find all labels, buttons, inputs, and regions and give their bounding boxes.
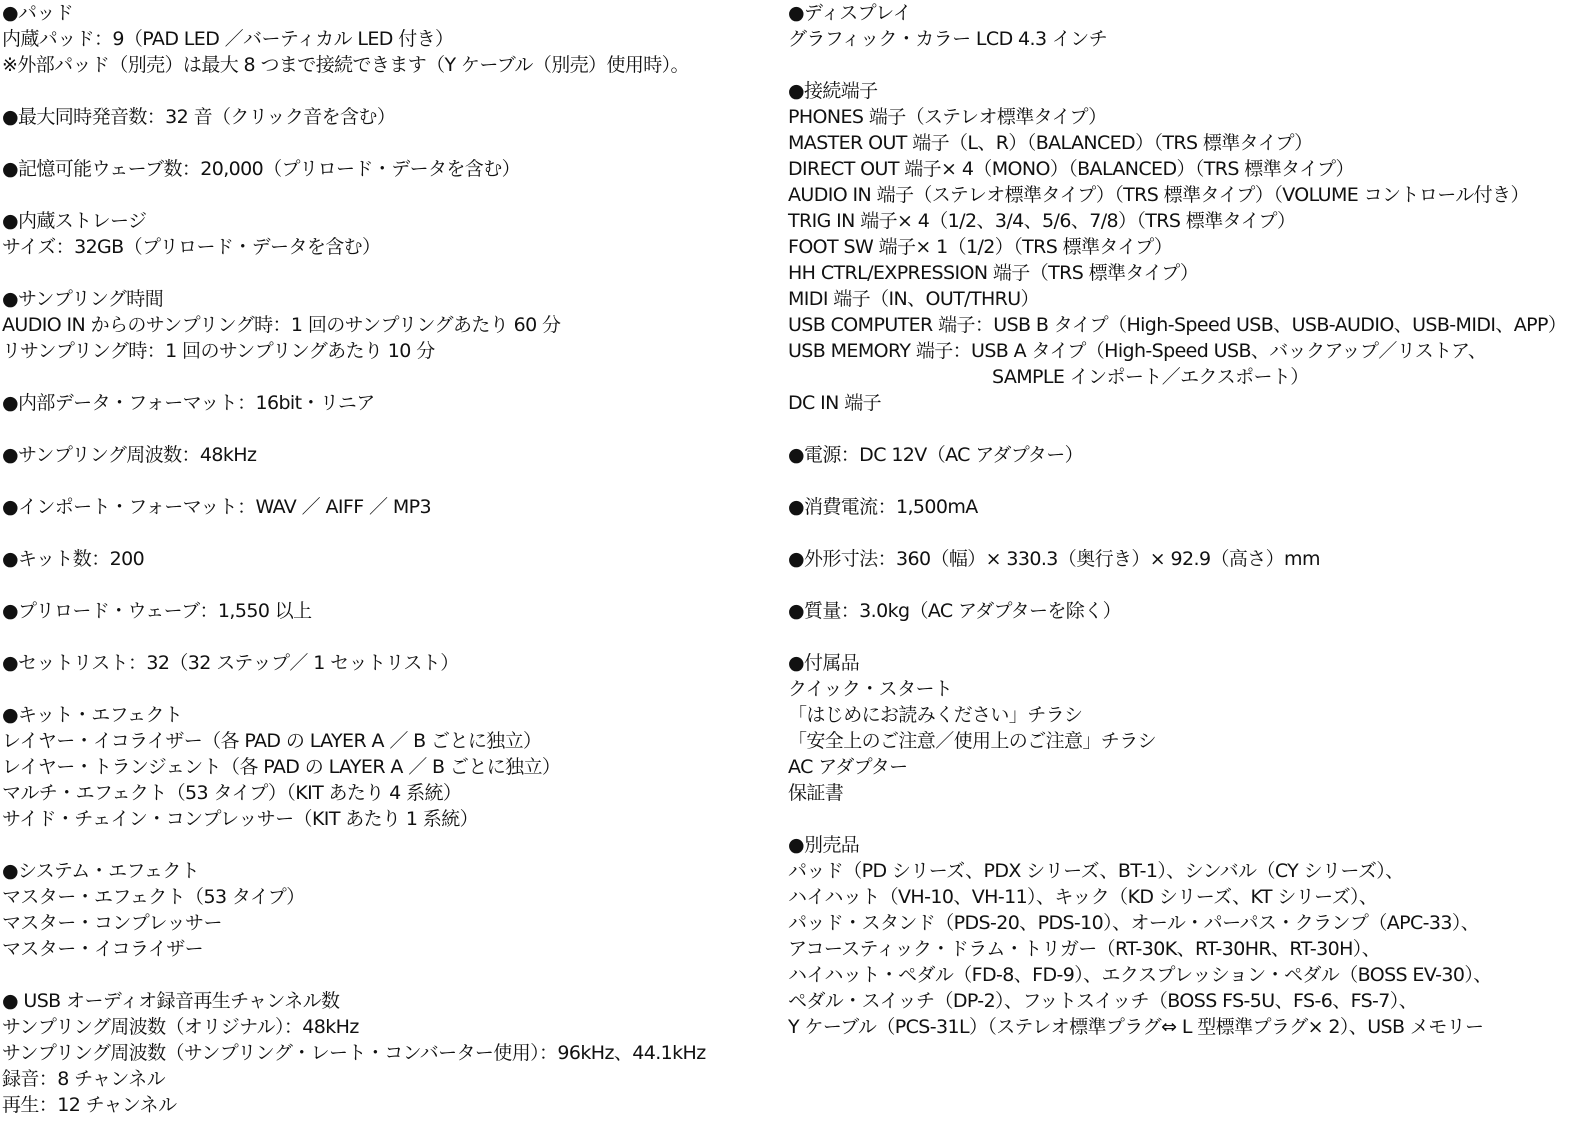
spec-line-external-pads: ※外部パッド（別売）は最大 8 つまで接続できます（Y ケーブル（別売）使用時）。 <box>2 54 689 76</box>
spacer <box>2 78 782 104</box>
spec-line-master-out: MASTER OUT 端子（L、R）（BALANCED）（TRS 標準タイプ） <box>788 132 1313 154</box>
spacer <box>2 624 782 650</box>
spec-line-layer-eq: レイヤー・イコライザー（各 PAD の LAYER A ／ B ごとに独立） <box>2 730 542 752</box>
spec-line-usb-memory: USB MEMORY 端子：USB A タイプ（High-Speed USB、バックアップ／リストア、 <box>788 340 1487 362</box>
spec-line-display: グラフィック・カラー LCD 4.3 インチ <box>788 28 1108 50</box>
spec-line-layer-transient: レイヤー・トランジェント（各 PAD の LAYER A ／ B ごとに独立） <box>2 756 561 778</box>
spacer <box>788 520 1568 546</box>
spec-line-usb-playback: 再生：12 チャンネル <box>2 1094 177 1116</box>
spec-line-option-pads: パッド（PD シリーズ、PDX シリーズ、BT-1）、シンバル（CY シリーズ）、 <box>788 860 1404 882</box>
spec-line-safety-leaflet: 「安全上のご注意／使用上のご注意」チラシ <box>788 730 1157 752</box>
spec-line-option-stand: パッド・スタンド（PDS-20、PDS-10）、オール・パーパス・クランプ（APC-33）、 <box>788 912 1480 934</box>
spacer <box>788 572 1568 598</box>
section-heading-usb-audio: ● USB オーディオ録音再生チャンネル数 <box>2 990 340 1012</box>
spec-line-audio-in: AUDIO IN 端子（ステレオ標準タイプ）（TRS 標準タイプ）（VOLUME コントロール付き） <box>788 184 1529 206</box>
spacer <box>788 52 1568 78</box>
spec-line-option-trigger: アコースティック・ドラム・トリガー（RT-30K、RT-30HR、RT-30H）、 <box>788 938 1381 960</box>
section-heading-current: ●消費電流：1,500mA <box>788 496 978 518</box>
spec-line-usb-freq-src: サンプリング周波数（サンプリング・レート・コンバーター使用）：96kHz、44.1kHz <box>2 1042 706 1064</box>
section-heading-display: ●ディスプレイ <box>788 2 912 24</box>
section-heading-import-format: ●インポート・フォーマット：WAV ／ AIFF ／ MP3 <box>2 496 431 518</box>
spec-line-sampling-audio-in: AUDIO IN からのサンプリング時：1 回のサンプリングあたり 60 分 <box>2 314 561 336</box>
section-heading-setlist: ●セットリスト：32（32 ステップ／ 1 セットリスト） <box>2 652 459 674</box>
spec-line-read-first-leaflet: 「はじめにお読みください」チラシ <box>788 704 1083 726</box>
section-heading-accessories: ●付属品 <box>788 652 860 674</box>
spacer <box>2 130 782 156</box>
spacer <box>2 364 782 390</box>
spec-line-master-effect: マスター・エフェクト（53 タイプ） <box>2 886 305 908</box>
spacer <box>2 520 782 546</box>
spec-line-storage-size: サイズ：32GB（プリロード・データを含む） <box>2 236 381 258</box>
spec-line-usb-memory-cont: SAMPLE インポート／エクスポート） <box>992 366 1309 388</box>
section-heading-system-effects: ●システム・エフェクト <box>2 860 200 882</box>
section-heading-pad: ●パッド <box>2 2 74 24</box>
spec-line-option-pedal: ハイハット・ペダル（FD-8、FD-9）、エクスプレッション・ペダル（BOSS EV-30）、 <box>788 964 1492 986</box>
section-heading-waves: ●記憶可能ウェーブ数：20,000（プリロード・データを含む） <box>2 158 520 180</box>
spec-line-usb-freq-original: サンプリング周波数（オリジナル）：48kHz <box>2 1016 359 1038</box>
section-heading-connectors: ●接続端子 <box>788 80 878 102</box>
section-heading-sampling-frequency: ●サンプリング周波数：48kHz <box>2 444 257 466</box>
spec-line-quick-start: クイック・スタート <box>788 678 953 700</box>
spacer <box>2 260 782 286</box>
spec-line-ac-adapter: AC アダプター <box>788 756 908 778</box>
section-heading-sampling-time: ●サンプリング時間 <box>2 288 164 310</box>
section-heading-dimensions: ●外形寸法：360（幅）× 330.3（奥行き）× 92.9（高さ）mm <box>788 548 1320 570</box>
section-heading-storage: ●内蔵ストレージ <box>2 210 147 232</box>
spec-column-right <box>788 0 1568 1040</box>
spec-line-option-cable: Y ケーブル（PCS-31L）（ステレオ標準プラグ⇔ L 型標準プラグ× 2）、USB メモリー <box>788 1016 1484 1038</box>
spec-line-phones: PHONES 端子（ステレオ標準タイプ） <box>788 106 1107 128</box>
spec-line-hh-ctrl: HH CTRL/EXPRESSION 端子（TRS 標準タイプ） <box>788 262 1199 284</box>
spacer <box>2 962 782 988</box>
spec-line-option-switch: ペダル・スイッチ（DP-2）、フットスイッチ（BOSS FS-5U、FS-6、FS-7）、 <box>788 990 1418 1012</box>
spacer <box>2 572 782 598</box>
spec-line-sidechain-comp: サイド・チェイン・コンプレッサー（KIT あたり 1 系統） <box>2 808 479 830</box>
section-heading-options: ●別売品 <box>788 834 860 856</box>
spec-line-trig-in: TRIG IN 端子× 4（1/2、3/4、5/6、7/8）（TRS 標準タイプ） <box>788 210 1296 232</box>
section-heading-power: ●電源：DC 12V（AC アダプター） <box>788 444 1083 466</box>
spacer <box>2 182 782 208</box>
spacer <box>788 806 1568 832</box>
spec-line-master-eq: マスター・イコライザー <box>2 938 204 960</box>
spacer <box>2 416 782 442</box>
spec-line-warranty: 保証書 <box>788 782 844 804</box>
spec-line-option-hihat: ハイハット（VH-10、VH-11）、キック（KD シリーズ、KT シリーズ）、 <box>788 886 1378 908</box>
section-heading-preload-waves: ●プリロード・ウェーブ：1,550 以上 <box>2 600 312 622</box>
section-heading-polyphony: ●最大同時発音数：32 音（クリック音を含む） <box>2 106 396 128</box>
spec-line-usb-record: 録音：8 チャンネル <box>2 1068 165 1090</box>
section-heading-weight: ●質量：3.0kg（AC アダプターを除く） <box>788 600 1121 622</box>
spec-line-direct-out: DIRECT OUT 端子× 4（MONO）（BALANCED）（TRS 標準タイプ） <box>788 158 1354 180</box>
spec-line-dc-in: DC IN 端子 <box>788 392 881 414</box>
spacer <box>2 832 782 858</box>
spec-line-resampling: リサンプリング時：1 回のサンプリングあたり 10 分 <box>2 340 435 362</box>
spec-line-midi: MIDI 端子（IN、OUT/THRU） <box>788 288 1039 310</box>
spec-column-left <box>2 0 782 1118</box>
spec-line-multi-effect: マルチ・エフェクト（53 タイプ）（KIT あたり 4 系統） <box>2 782 462 804</box>
spacer <box>788 624 1568 650</box>
spacer <box>2 468 782 494</box>
section-heading-data-format: ●内部データ・フォーマット：16bit・リニア <box>2 392 375 414</box>
spec-line-usb-computer: USB COMPUTER 端子：USB B タイプ（High-Speed USB、USB-AUDIO、USB-MIDI、APP） <box>788 314 1567 336</box>
section-heading-kit-effects: ●キット・エフェクト <box>2 704 183 726</box>
spec-line-master-comp: マスター・コンプレッサー <box>2 912 222 934</box>
spec-line-internal-pads: 内蔵パッド：9（PAD LED ／バーティカル LED 付き） <box>2 28 454 50</box>
spacer <box>788 468 1568 494</box>
section-heading-kits: ●キット数：200 <box>2 548 145 570</box>
spacer <box>788 416 1568 442</box>
spec-line-foot-sw: FOOT SW 端子× 1（1/2）（TRS 標準タイプ） <box>788 236 1173 258</box>
spacer <box>2 676 782 702</box>
